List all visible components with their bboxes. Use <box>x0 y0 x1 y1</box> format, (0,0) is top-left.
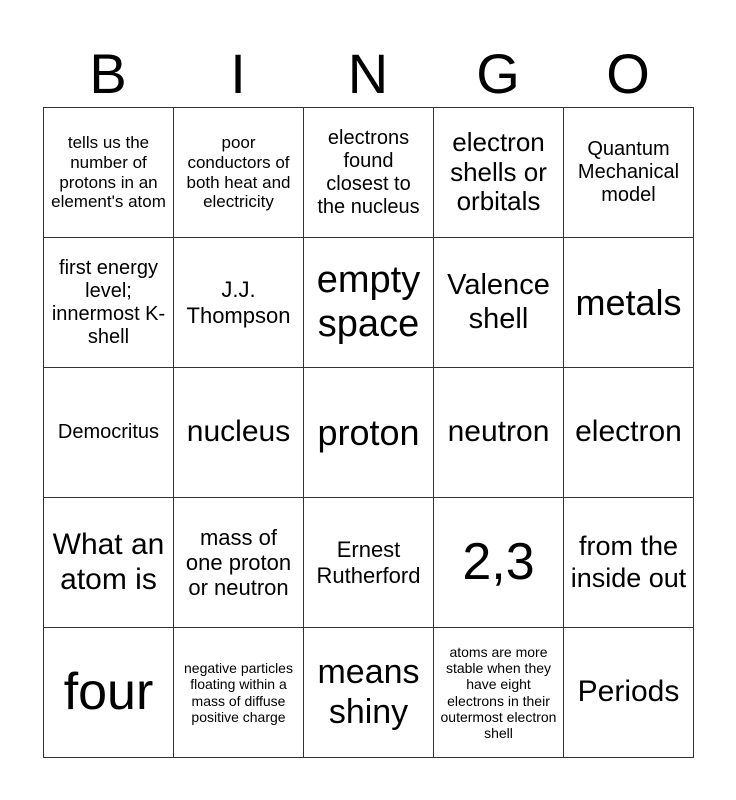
header-letter-n: N <box>347 42 389 105</box>
bingo-cell: Periods <box>564 628 694 758</box>
grid-row <box>44 108 694 238</box>
bingo-cell: proton <box>304 368 434 498</box>
header-letter-i: I <box>230 42 246 105</box>
header-letter-o: O <box>606 42 650 105</box>
bingo-cell: from the inside out <box>564 498 694 628</box>
bingo-header <box>43 40 693 108</box>
bingo-cell: atoms are more stable when they have eight electrons in their outermost electron shell <box>434 628 564 758</box>
bingo-cell: J.J. Thompson <box>174 238 304 368</box>
bingo-cell: means shiny <box>304 628 434 758</box>
grid-row <box>44 368 694 498</box>
bingo-cell: four <box>44 628 174 758</box>
bingo-cell: electron shells or orbitals <box>434 108 564 238</box>
bingo-cell: empty space <box>304 238 434 368</box>
bingo-cell: neutron <box>434 368 564 498</box>
grid-row <box>44 628 694 758</box>
bingo-cell: Ernest Rutherford <box>304 498 434 628</box>
header-letter-g: G <box>476 42 520 105</box>
bingo-cell: Democritus <box>44 368 174 498</box>
bingo-grid <box>43 107 694 758</box>
bingo-cell: nucleus <box>174 368 304 498</box>
header-letter-b: B <box>89 42 127 105</box>
bingo-cell: negative particles floating within a mass of diffuse positive charge <box>174 628 304 758</box>
bingo-cell: tells us the number of protons in an element's atom <box>44 108 174 238</box>
bingo-cell: poor conductors of both heat and electricity <box>174 108 304 238</box>
bingo-cell: Quantum Mechanical model <box>564 108 694 238</box>
bingo-cell: electrons found closest to the nucleus <box>304 108 434 238</box>
bingo-cell: Valence shell <box>434 238 564 368</box>
bingo-cell: electron <box>564 368 694 498</box>
bingo-cell: What an atom is <box>44 498 174 628</box>
bingo-cell: metals <box>564 238 694 368</box>
bingo-cell: 2,3 <box>434 498 564 628</box>
grid-row <box>44 238 694 368</box>
bingo-cell: first energy level; innermost K- shell <box>44 238 174 368</box>
grid-row <box>44 498 694 628</box>
bingo-cell: mass of one proton or neutron <box>174 498 304 628</box>
